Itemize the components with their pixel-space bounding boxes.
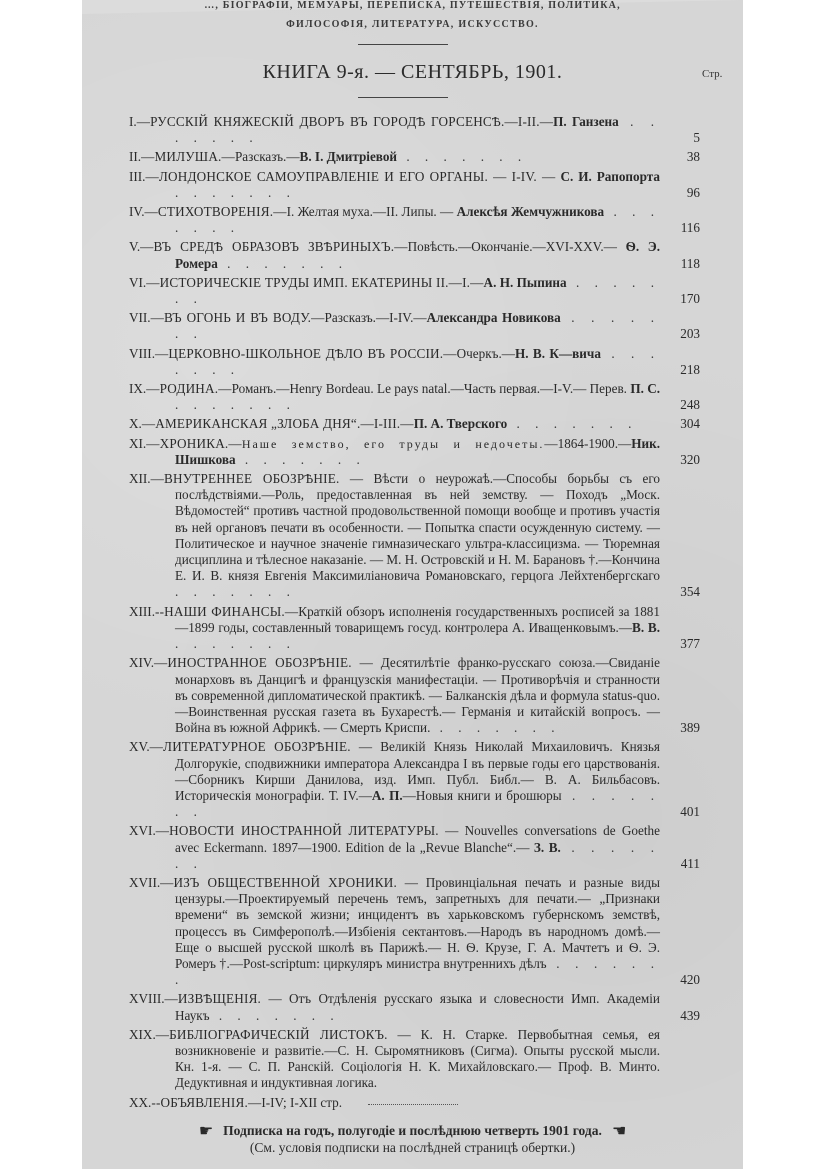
dot-leaders: . . . . . . .: [175, 204, 661, 236]
entry-number: VI.: [129, 274, 147, 290]
toc-entry[interactable]: [110, 169, 700, 201]
entry-description: Романъ.—Henry Bordeau. Le pays natal.—Часть первая.—I-V.— Перев.: [231, 381, 631, 397]
toc-entry[interactable]: [110, 739, 700, 820]
entry-description: — Вѣсти о неурожаѣ.—Способы борьбы съ его послѣдствіями.—Роль, предоставленная въ ней земству. — Походъ „Моск. Вѣдомостей“ противъ частной продовольственной помощи вообще и противъ участія въ ней органовъ печати въ особенности. — Попытка спасти осужденную систему. — Политическое и научное значеніе гимназическаго ультра-классицизма. — Тюремная дисциплина и тѣлесное наказаніе. — М. Н. Островскій и Н. М. Барановъ †.—Кончина Е. И. В. князя Евгенія Максимиліановича Романовскаго, герцога Лейхтенбергскаго: [175, 471, 661, 584]
entry-number: VIII.: [129, 345, 155, 361]
toc-entry-text: [110, 655, 700, 736]
dot-leaders: . . . . . . .: [175, 274, 660, 307]
entry-description: — К. Н. Старке. Первобытная семья, ея возникновеніе и развитіе.—С. Н. Сыромятниковъ (Сигма). Опыты русской мысли. Кн. 1-я. — С. П. Ранскій. Соціологія Н. К. Михайловскаго.— Проф. В. Минто. Дедуктивная и индуктивная логика.: [175, 1026, 660, 1091]
entry-title: —ХРОНИКА.—: [146, 435, 242, 451]
entry-author: А. Н. Пыпина: [483, 274, 567, 290]
entry-description: — Великій Князь Николай Михаиловичъ. Князья Долгорукіе, сподвижники императора Александра I въ первые годы его царствованія.—Сборникъ Кирши Данилова, изд. Имп. Публ. Библ.— В. А. Бильбасовъ. Историческія монографіи. Т. IV.—: [175, 739, 660, 803]
entry-number: XV.: [129, 739, 150, 755]
toc-entry[interactable]: [110, 149, 700, 165]
entry-page-number: 377: [680, 636, 700, 652]
dot-leaders: . . . . . . .: [175, 114, 661, 146]
entry-page-number: 389: [680, 720, 700, 736]
entry-title: —ИНОСТРАННОЕ ОБОЗРѢНІЕ.: [154, 655, 352, 671]
entry-title: —ИЗВѢЩЕНІЯ.: [164, 991, 262, 1007]
entry-page-number: 96: [686, 184, 700, 200]
entry-page-number: 248: [680, 397, 700, 413]
entry-description: — Провинціальная печать и разные виды цензуры.—Проектируемый перечень темъ, запретныхъ для печати.— „Признаки времени“ въ земской жизни; инцидентъ въ харьковскомъ губернскомъ земствѣ, процессъ въ Симферополѣ.—Избіенія сектантовъ.—Народъ въ народномъ домѣ.—Еще о высшей русской школѣ въ Парижѣ.— Н. Ѳ. Крузе, Г. А. Мачтетъ и Ѳ. Э. Ромеръ †.—Post-scriptum: циркуляръ министра внутреннихъ дѣлъ: [175, 874, 660, 971]
entry-title: —АМЕРИКАНСКАЯ „ЗЛОБА ДНЯ“.—I-III.—: [141, 416, 414, 432]
entry-title: —НОВОСТИ ИНОСТРАННОЙ ЛИТЕРАТУРЫ.: [155, 823, 439, 839]
toc-entry[interactable]: [110, 1027, 700, 1092]
entry-page-number: 411: [680, 855, 700, 871]
entry-description-tail: —Новыя книги и брошюры: [402, 787, 562, 803]
entry-title: —СТИХОТВОРЕНІЯ.—: [144, 204, 287, 220]
entry-title: —МИЛУША.—: [141, 149, 235, 165]
entry-page-number: 304: [680, 416, 700, 432]
entry-number: IV.: [129, 204, 145, 220]
entry-title: —ИСТОРИЧЕСКІЕ ТРУДЫ ИМП. ЕКАТЕРИНЫ II.—I.—: [146, 274, 484, 290]
dot-leaders: . . . . . . .: [175, 636, 296, 652]
entry-title: —ЦЕРКОВНО-ШКОЛЬНОЕ ДѢЛО ВЪ РОССІИ.—: [155, 345, 457, 361]
issue-title: КНИГА 9-я. — СЕНТЯБРЬ, 1901.: [262, 61, 563, 83]
toc-entry-text: [110, 604, 700, 653]
entry-description: Наше земство, его труды и недочеты.: [241, 436, 545, 451]
entry-title: —ВНУТРЕННЕЕ ОБОЗРѢНІЕ.: [150, 471, 340, 487]
entry-description-cont: —1864-1900.—: [544, 435, 632, 451]
subscription-notice: [82, 1121, 743, 1141]
header-rule-bottom: [358, 97, 448, 98]
entry-title: --НАШИ ФИНАНСЫ.—: [155, 603, 299, 619]
entry-author: Алексѣя Жемчужникова: [456, 204, 605, 220]
entry-author: Ѳ. Э. Ромера: [175, 239, 661, 271]
entry-title: —ЛИТЕРАТУРНОЕ ОБОЗРѢНІЕ.: [149, 739, 351, 755]
toc-entry[interactable]: [110, 204, 700, 236]
entry-author: П. А. Тверского: [413, 416, 508, 432]
dot-leaders: . . . . . . .: [175, 955, 661, 988]
toc-entry[interactable]: [110, 346, 700, 378]
dot-leaders: . . . . . . .: [430, 720, 561, 736]
entry-number: VII.: [129, 310, 151, 326]
pointing-hand-icon: ☛: [198, 1123, 214, 1140]
dot-leaders: . . . . . . .: [175, 787, 660, 820]
footer-ornament-rule: [368, 1100, 458, 1105]
entry-description: I. Желтая муха.—II. Липы. —: [286, 204, 457, 220]
toc-entry-text: [110, 823, 700, 872]
toc-entry[interactable]: [110, 655, 700, 736]
entry-number: II.: [129, 149, 142, 165]
entry-title: —ВЪ ОГОНЬ И ВЪ ВОДУ.—: [150, 310, 325, 326]
toc-entry[interactable]: [110, 436, 700, 468]
entry-page-number: 320: [680, 451, 700, 467]
entry-number: X.: [129, 416, 142, 432]
entry-author: Александра Новикова: [426, 310, 561, 326]
pointing-hand-icon: ☛: [611, 1123, 627, 1140]
entry-author: С. И. Рапопорта: [560, 168, 660, 184]
dot-leaders: . . . . . . .: [235, 451, 366, 467]
entry-author: В. I. Дмитріевой: [299, 149, 398, 165]
entry-number: XIII.: [129, 603, 155, 619]
dot-leaders: . . . . . . .: [507, 416, 638, 432]
entry-author: П. С.: [630, 381, 661, 397]
entry-title: --ОБЪЯВЛЕНІЯ.—: [151, 1094, 262, 1110]
entry-page-number: 5: [693, 130, 700, 146]
entry-title: —ИЗЪ ОБЩЕСТВЕННОЙ ХРОНИКИ.: [160, 874, 397, 890]
toc-entry-text: [110, 875, 700, 988]
toc-entry[interactable]: [110, 471, 700, 601]
entry-description: — Nouvelles conversations de Goethe avec Eckermann. 1897—1900. Edition de la „Revue Blanche“.—: [175, 823, 660, 855]
toc-entry-text: [110, 275, 700, 307]
dot-leaders: . . . . . . .: [175, 839, 660, 871]
entry-description: — Десятилѣтіе франко-русскаго союза.—Свиданіе монарховъ въ Данцигѣ и французскія манифестаціи. — Противорѣчія и странности въ современной дипломатической практикѣ. — Балканскія дѣла и формула status-quo.—Воинственная русская газета въ Бухарестѣ.— Германія и китайскій вопросъ. — Война въ южной Африкѣ. — Смерть Криспи.: [175, 655, 660, 736]
toc-entry-text: [110, 436, 700, 468]
toc-entry[interactable]: [110, 823, 700, 872]
toc-entry-text: [110, 169, 700, 201]
entry-author: З. В.: [533, 839, 561, 855]
subscription-notice-text: Подписка на годъ, полугодіе и послѣднюю четверть 1901 года.: [223, 1123, 602, 1138]
entry-page-number: 203: [680, 326, 700, 342]
toc-entry[interactable]: [110, 310, 700, 342]
toc-entry-text: [110, 991, 700, 1023]
entry-author: П. Ганзена: [553, 114, 619, 129]
entry-page-number: 38: [686, 149, 700, 165]
toc-entry-text: [110, 204, 700, 236]
toc-entry[interactable]: [110, 875, 700, 988]
entry-page-number: 116: [680, 220, 700, 236]
subscription-conditions-note: (См. условія подписки на послѣдней страницѣ обертки.): [249, 1140, 576, 1155]
entry-number: XII.: [129, 471, 151, 487]
entry-number: XIX.: [129, 1026, 156, 1042]
toc-entry-text: [110, 416, 700, 432]
entry-title: —ВЪ СРЕДѢ ОБРАЗОВЪ ЗВѢРИНЫХЪ.—: [140, 239, 408, 255]
toc-entry[interactable]: [110, 416, 700, 432]
toc-entry-text: [110, 149, 700, 165]
entry-title: —БИБЛІОГРАФИЧЕСКІЙ ЛИСТОКЪ.: [155, 1026, 388, 1042]
entry-page-number: 118: [680, 255, 700, 271]
dot-leaders: . . . . . . .: [175, 345, 660, 377]
entry-description: I-IV; I-XII стр.: [261, 1094, 343, 1110]
entry-title: —РУССКІЙ КНЯЖЕСКІЙ ДВОРЪ ВЪ ГОРОДѢ ГОРСЕНСѢ.—I-II.—: [136, 114, 554, 129]
entry-number: XIV.: [129, 655, 155, 671]
entry-page-number: 439: [680, 1007, 700, 1023]
entry-title: —РОДИНА.—: [146, 381, 232, 397]
toc-entry-text: [110, 471, 700, 601]
entry-number: XVI.: [129, 823, 156, 839]
entry-author: Ник. Шишкова: [175, 435, 660, 467]
entry-number: V.: [129, 239, 141, 255]
entry-description: Повѣсть.—Окончаніе.—XVI-XXV.—: [407, 239, 626, 255]
entry-title: —ЛОНДОНСКОЕ САМОУПРАВЛЕНІЕ И ЕГО ОРГАНЫ. — I-IV. —: [145, 168, 561, 184]
header-subjects-line: …, БІОГРАФІИ, МЕМУАРЫ, ПЕРЕПИСКА, ПУТЕШЕСТВІЯ, ПОЛИТИКА,: [204, 0, 621, 11]
toc-entry-text: [110, 1027, 700, 1092]
toc-entry-text: [110, 310, 700, 342]
entry-author: А. П.: [371, 787, 403, 803]
dot-leaders: . . . . . . .: [217, 255, 348, 271]
entry-page-number: 170: [680, 291, 700, 307]
dot-leaders: . . . . . . .: [397, 149, 528, 165]
entry-page-number: 420: [680, 972, 700, 988]
entry-author: Н. В. К—вича: [514, 345, 601, 361]
toc-entry-text: [110, 239, 700, 271]
toc-entry[interactable]: [110, 991, 700, 1023]
toc-entry[interactable]: [110, 604, 700, 653]
entry-page-number: 401: [680, 804, 700, 820]
entry-description: Разсказъ.—: [234, 149, 300, 165]
dot-leaders: . . . . . . .: [175, 584, 296, 600]
table-of-contents: [110, 114, 700, 1114]
dot-leaders: . . . . . . .: [175, 397, 296, 413]
entry-number: I.: [129, 114, 137, 129]
entry-number: XVII.: [129, 874, 161, 890]
entry-description: Краткій обзоръ исполненія государственныхъ росписей за 1881—1899 годы, составленный товарищемъ госуд. контролера А. Иващенковымъ.—: [175, 603, 660, 635]
toc-entry-text: [110, 346, 700, 378]
entry-number: IX.: [129, 381, 147, 397]
entry-number: XVIII.: [129, 991, 165, 1007]
dot-leaders: . . . . . . .: [175, 184, 296, 200]
toc-entry[interactable]: [110, 114, 700, 146]
entry-number: XX.: [129, 1094, 152, 1110]
toc-entry[interactable]: [110, 275, 700, 307]
entry-page-number: 354: [680, 584, 700, 600]
entry-description: Разсказъ.—I-IV.—: [324, 310, 427, 326]
entry-number: XI.: [129, 435, 147, 451]
toc-entry[interactable]: [110, 239, 700, 271]
entry-author: В. В.: [632, 619, 660, 635]
header-rule-top: [358, 44, 448, 45]
toc-entry-text: [110, 114, 700, 146]
entry-description: — Отъ Отдѣленія русскаго языка и словесности Имп. Академіи Наукъ: [175, 991, 660, 1023]
entry-description: Очеркъ.—: [456, 345, 515, 361]
toc-entry-text: [110, 381, 700, 413]
dot-leaders: . . . . . . .: [209, 1007, 340, 1023]
entry-page-number: 218: [680, 361, 700, 377]
entry-number: III.: [129, 168, 146, 184]
header-subjects-line-2: ФИЛОСОФІЯ, ЛИТЕРАТУРА, ИСКУССТВО.: [286, 19, 539, 30]
toc-entry-text: [110, 739, 700, 820]
page-column-label: Стр.: [702, 68, 723, 80]
toc-entry[interactable]: [110, 381, 700, 413]
dot-leaders: . . . . . . .: [175, 310, 661, 342]
